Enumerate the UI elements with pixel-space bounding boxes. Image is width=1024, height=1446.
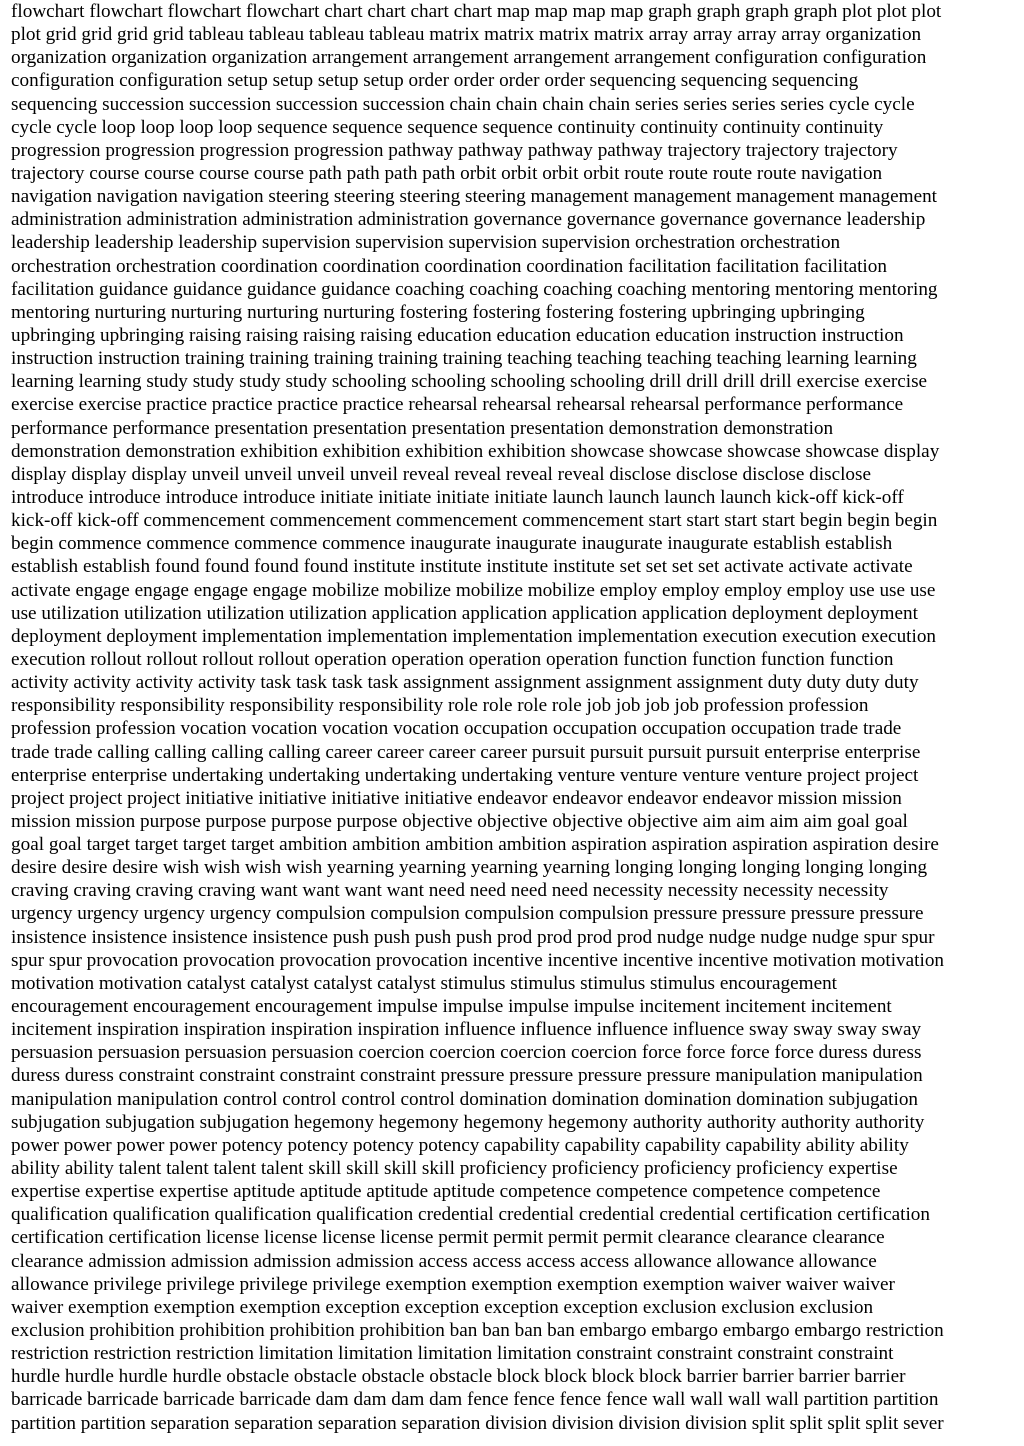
text-line: orchestration orchestration coordination coordination coordination coordination facilitation facilitation facilitation — [11, 255, 887, 277]
text-line: motivation motivation catalyst catalyst catalyst catalyst stimulus stimulus stimulus stimulus encouragement — [11, 972, 838, 994]
text-line: restriction restriction restriction limitation limitation limitation limitation constraint constraint constraint constraint — [11, 1343, 894, 1365]
text-line: exclusion prohibition prohibition prohibition prohibition ban ban ban ban embargo embargo embargo embargo restriction — [11, 1320, 944, 1342]
text-line: urgency urgency urgency urgency compulsion compulsion compulsion compulsion pressure pressure pressure pressure — [11, 903, 924, 925]
text-line: qualification qualification qualification qualification credential credential credential credential certification certification — [11, 1204, 930, 1226]
text-line: trade trade calling calling calling calling career career career career pursuit pursuit pursuit pursuit enterprise enterprise — [11, 741, 921, 763]
text-line: leadership leadership leadership supervision supervision supervision supervision orchestration orchestration — [11, 232, 841, 254]
text-line: upbringing upbringing raising raising raising raising education education education education instruction instruction — [11, 324, 904, 346]
text-line: trajectory course course course course path path path path orbit orbit orbit orbit route route route route navigation — [11, 162, 883, 184]
text-line: desire desire desire wish wish wish wish yearning yearning yearning yearning longing longing longing longing longing — [11, 857, 928, 879]
text-line: navigation navigation navigation steering steering steering steering management management management management — [11, 186, 938, 208]
text-line: flowchart flowchart flowchart flowchart chart chart chart chart map map map map graph graph graph graph plot plot plot — [11, 1, 942, 22]
text-line: allowance privilege privilege privilege privilege exemption exemption exemption exemption waiver waiver waiver — [11, 1273, 895, 1295]
text-line: organization organization organization arrangement arrangement arrangement arrangement configuration configuration — [11, 47, 927, 69]
text-line: display display display unveil unveil unveil unveil reveal reveal reveal reveal disclose disclose disclose disclose — [11, 463, 871, 485]
text-line: duress duress constraint constraint constraint constraint pressure pressure pressure pressure manipulation manipulation — [11, 1065, 923, 1087]
text-line: learning learning study study study study schooling schooling schooling schooling drill drill drill drill exercise exercise — [11, 371, 928, 393]
text-line: deployment deployment implementation implementation implementation implementation execution execution execution — [11, 625, 937, 647]
text-line: certification certification license license license license permit permit permit permit clearance clearance clearance — [11, 1227, 885, 1249]
text-line: cycle cycle loop loop loop loop sequence sequence sequence sequence continuity continuity continuity continuity — [11, 116, 884, 138]
text-line: ability ability talent talent talent talent skill skill skill skill proficiency proficiency proficiency proficiency expertise — [11, 1158, 898, 1180]
text-line: progression progression progression progression pathway pathway pathway pathway trajectory trajectory trajectory — [11, 139, 898, 161]
text-line: power power power power potency potency potency potency capability capability capability capability ability ability — [11, 1134, 909, 1156]
text-line: mentoring nurturing nurturing nurturing nurturing fostering fostering fostering fostering upbringing upbringing — [11, 301, 865, 323]
text-line: begin commence commence commence commence inaugurate inaugurate inaugurate inaugurate establish establish — [11, 533, 893, 555]
text-line: partition partition separation separation separation separation division division division division split split split split sever — [11, 1412, 944, 1434]
text-line: encouragement encouragement encouragement impulse impulse impulse impulse incitement incitement incitement — [11, 996, 892, 1018]
text-line: subjugation subjugation subjugation hegemony hegemony hegemony hegemony authority authority authority authority — [11, 1111, 925, 1133]
text-line: instruction instruction training training training training training teaching teaching teaching teaching learning learning — [11, 348, 917, 370]
text-line: plot grid grid grid grid tableau tableau tableau tableau matrix matrix matrix matrix array array array array organization — [11, 24, 922, 46]
text-line: insistence insistence insistence insistence push push push push prod prod prod prod nudge nudge nudge nudge spur spur — [11, 926, 935, 948]
text-line: mission mission purpose purpose purpose purpose objective objective objective objective aim aim aim aim goal goal — [11, 810, 908, 832]
text-line: configuration configuration setup setup setup setup order order order order sequencing sequencing sequencing — [11, 70, 859, 92]
text-line: exercise exercise practice practice practice practice rehearsal rehearsal rehearsal rehearsal performance performance — [11, 394, 904, 416]
text-line: craving craving craving craving want want want want need need need need necessity necessity necessity necessity — [11, 880, 889, 902]
text-line: profession profession vocation vocation vocation vocation occupation occupation occupation occupation trade trade — [11, 718, 902, 740]
text-line: introduce introduce introduce introduce initiate initiate initiate initiate launch launch launch launch kick-off kick-off — [11, 486, 904, 508]
text-line: establish establish found found found found institute institute institute institute set set set set activate activate activate — [11, 556, 913, 578]
text-line: incitement inspiration inspiration inspiration inspiration influence influence influence influence sway sway sway sway — [11, 1019, 922, 1041]
text-line: use utilization utilization utilization utilization application application application application deployment deployment — [11, 602, 918, 624]
text-line: expertise expertise expertise aptitude aptitude aptitude aptitude competence competence competence competence — [11, 1181, 881, 1203]
text-line: spur spur provocation provocation provocation provocation incentive incentive incentive incentive motivation motivation — [11, 949, 945, 971]
text-line: project project project initiative initiative initiative initiative endeavor endeavor endeavor endeavor mission mission — [11, 787, 902, 809]
text-line: kick-off kick-off commencement commencement commencement commencement start start start start begin begin begin — [11, 510, 938, 532]
text-line: persuasion persuasion persuasion persuasion coercion coercion coercion coercion force force force force duress duress — [11, 1042, 922, 1064]
text-line: sequencing succession succession succession succession chain chain chain chain series series series series cycle cycle — [11, 93, 915, 115]
text-line: responsibility responsibility responsibility responsibility role role role role job job job job profession profession — [11, 695, 869, 717]
text-line: goal goal target target target target ambition ambition ambition ambition aspiration aspiration aspiration aspiration desire — [11, 834, 939, 856]
text-line: execution rollout rollout rollout rollout operation operation operation operation function function function function — [11, 648, 894, 670]
text-line: demonstration demonstration exhibition exhibition exhibition exhibition showcase showcase showcase showcase display — [11, 440, 940, 462]
text-line: clearance admission admission admission admission access access access access allowance allowance allowance — [11, 1250, 877, 1272]
document-body-text — [11, 0, 1016, 1435]
text-line: activity activity activity activity task task task task assignment assignment assignment assignment duty duty duty duty — [11, 672, 919, 694]
text-line: activate engage engage engage engage mobilize mobilize mobilize mobilize employ employ employ employ use use use — [11, 579, 936, 601]
text-line: administration administration administration administration governance governance governance governance leadership — [11, 209, 926, 231]
text-line: performance performance presentation presentation presentation presentation demonstration demonstration — [11, 417, 834, 439]
text-line: waiver exemption exemption exemption exception exception exception exception exclusion exclusion exclusion — [11, 1296, 874, 1318]
text-line: hurdle hurdle hurdle hurdle obstacle obstacle obstacle obstacle block block block block barrier barrier barrier barrier — [11, 1366, 906, 1388]
text-line: barricade barricade barricade barricade dam dam dam dam fence fence fence fence wall wall wall wall partition partition — [11, 1389, 939, 1411]
text-line: manipulation manipulation control control control control domination domination domination domination subjugation — [11, 1088, 919, 1110]
text-line: facilitation guidance guidance guidance guidance coaching coaching coaching coaching mentoring mentoring mentoring — [11, 278, 938, 300]
text-line: enterprise enterprise undertaking undertaking undertaking undertaking venture venture venture venture project project — [11, 764, 919, 786]
